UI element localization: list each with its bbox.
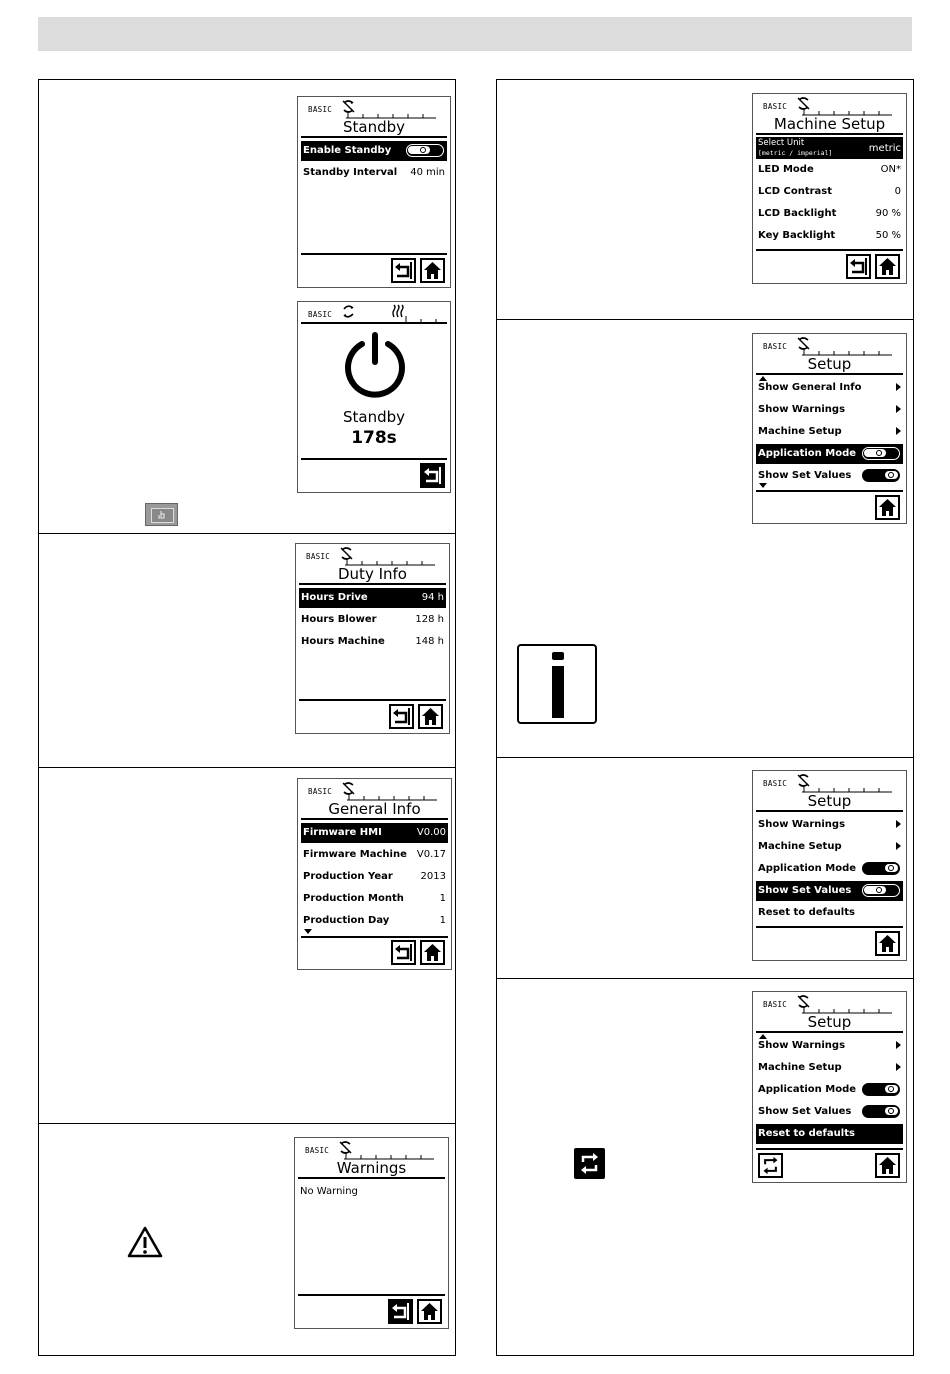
footer-divider — [756, 490, 903, 492]
footer-divider — [756, 926, 903, 928]
title-divider — [756, 810, 903, 812]
mode-label: BASIC — [308, 787, 333, 796]
chevron-right-icon — [896, 1063, 901, 1071]
back-button[interactable] — [388, 1299, 413, 1324]
back-button[interactable] — [391, 940, 416, 965]
footer-divider — [298, 1294, 445, 1296]
reset-button[interactable] — [758, 1153, 783, 1178]
mode-label: BASIC — [308, 105, 333, 114]
toggle-switch[interactable] — [862, 862, 900, 875]
toggle-switch[interactable] — [406, 144, 444, 157]
chevron-right-icon — [896, 1041, 901, 1049]
screen-title: Warnings — [336, 1159, 407, 1177]
reset-icon — [574, 1148, 605, 1179]
mode-label: BASIC — [763, 102, 788, 111]
menu-row-application-mode[interactable]: Application Mode — [756, 444, 903, 464]
menu-row-enable-standby[interactable]: Enable Standby — [301, 141, 447, 161]
row-hours-machine: Hours Machine 148 h — [301, 636, 444, 647]
home-button[interactable] — [875, 254, 900, 279]
home-icon — [878, 498, 897, 517]
title-divider — [299, 583, 446, 585]
fan-icon — [341, 304, 356, 319]
title-divider — [301, 136, 447, 138]
screen-title: Duty Info — [338, 565, 407, 583]
menu-row-select-unit[interactable]: Select Unit [metric / imperial] metric — [758, 138, 901, 157]
menu-row-show-set-values[interactable]: Show Set Values — [756, 1102, 903, 1122]
home-button[interactable] — [875, 931, 900, 956]
mode-label: BASIC — [306, 552, 331, 561]
toggle-switch[interactable] — [862, 884, 900, 897]
footer-divider — [301, 253, 447, 255]
menu-row-lcd-backlight[interactable]: LCD Backlight 90 % — [758, 208, 901, 219]
row-hours-drive: Hours Drive 94 h — [299, 588, 446, 608]
toggle-switch[interactable] — [862, 447, 900, 460]
page-header-bar — [38, 17, 912, 51]
back-arrow-icon — [423, 466, 442, 485]
screen-title: Setup — [807, 792, 852, 810]
warning-icon — [127, 1226, 163, 1258]
screen-setup-application-mode — [752, 333, 907, 524]
home-button[interactable] — [418, 704, 443, 729]
home-button[interactable] — [875, 1153, 900, 1178]
menu-row-machine-setup[interactable]: Machine Setup — [756, 1058, 903, 1078]
menu-row-show-warnings[interactable]: Show Warnings — [756, 815, 903, 835]
scroll-down-indicator — [304, 929, 312, 934]
menu-row-machine-setup[interactable]: Machine Setup — [756, 837, 903, 857]
row-firmware-machine: Firmware Machine V0.17 — [303, 849, 446, 860]
screen-standby-countdown — [297, 301, 451, 493]
back-arrow-icon — [392, 707, 411, 726]
home-button[interactable] — [420, 258, 445, 283]
row-hours-blower: Hours Blower 128 h — [301, 614, 444, 625]
power-icon — [342, 332, 408, 398]
screen-title: Standby — [342, 118, 406, 136]
back-button[interactable] — [389, 704, 414, 729]
back-arrow-icon — [394, 261, 413, 280]
footer-divider — [301, 458, 447, 460]
mode-label: BASIC — [763, 1000, 788, 1009]
home-button[interactable] — [875, 495, 900, 520]
home-button[interactable] — [420, 940, 445, 965]
footer-divider — [299, 699, 446, 701]
menu-row-key-backlight[interactable]: Key Backlight 50 % — [758, 230, 901, 241]
chevron-right-icon — [896, 820, 901, 828]
screen-standby-menu — [297, 96, 451, 288]
mode-label: BASIC — [305, 1146, 330, 1155]
back-arrow-icon — [394, 943, 413, 962]
toggle-switch[interactable] — [862, 469, 900, 482]
mode-label: BASIC — [308, 310, 333, 319]
chevron-right-icon — [896, 405, 901, 413]
menu-row-show-set-values[interactable]: Show Set Values — [756, 881, 903, 901]
menu-row-standby-interval[interactable]: Standby Interval 40 min — [303, 167, 445, 178]
menu-row-machine-setup[interactable]: Machine Setup — [756, 422, 903, 442]
back-button[interactable] — [420, 463, 445, 488]
home-icon — [878, 934, 897, 953]
screen-setup-show-set-values — [752, 770, 907, 961]
screen-duty-info — [295, 543, 450, 734]
back-button[interactable] — [846, 254, 871, 279]
title-divider — [756, 133, 903, 135]
menu-row-show-warnings[interactable]: Show Warnings — [756, 1036, 903, 1056]
screen-setup-reset-defaults — [752, 991, 907, 1183]
menu-row-show-general-info[interactable]: Show General Info — [756, 378, 903, 398]
footer-divider — [756, 249, 903, 251]
home-icon — [878, 1156, 897, 1175]
back-arrow-icon — [849, 257, 868, 276]
screen-general-info — [297, 778, 452, 970]
title-divider — [301, 322, 447, 324]
mode-label: BASIC — [763, 342, 788, 351]
chevron-right-icon — [896, 383, 901, 391]
footer-divider — [756, 1148, 903, 1150]
menu-row-lcd-contrast[interactable]: LCD Contrast 0 — [758, 186, 901, 197]
standby-label: Standby — [342, 408, 406, 426]
menu-row-show-set-values[interactable]: Show Set Values — [756, 466, 903, 486]
home-icon — [423, 261, 442, 280]
toggle-switch[interactable] — [862, 1083, 900, 1096]
menu-row-reset-defaults[interactable]: Reset to defaults — [758, 907, 855, 918]
home-icon — [420, 1302, 439, 1321]
row-production-month: Production Month 1 — [303, 893, 446, 904]
info-icon — [517, 644, 597, 724]
back-arrow-icon — [391, 1302, 410, 1321]
row-production-day: Production Day 1 — [303, 915, 446, 926]
screen-title: Machine Setup — [773, 115, 886, 133]
countdown-seconds: 178s — [351, 428, 397, 448]
row-firmware-hmi: Firmware HMI V0.00 — [301, 823, 448, 843]
title-divider — [301, 818, 448, 820]
screen-machine-setup — [752, 93, 907, 284]
home-icon — [878, 257, 897, 276]
scroll-down-indicator — [759, 483, 767, 488]
screen-warnings — [294, 1137, 449, 1329]
home-button[interactable] — [417, 1299, 442, 1324]
title-divider — [756, 373, 903, 375]
title-divider — [756, 1031, 903, 1033]
back-button[interactable] — [391, 258, 416, 283]
title-divider — [298, 1177, 445, 1179]
menu-row-application-mode[interactable]: Application Mode — [756, 859, 903, 879]
chevron-right-icon — [896, 842, 901, 850]
touch-key-icon — [145, 503, 178, 526]
chevron-right-icon — [896, 427, 901, 435]
menu-row-reset-defaults[interactable]: Reset to defaults — [756, 1124, 903, 1144]
mode-label: BASIC — [763, 779, 788, 788]
home-icon — [423, 943, 442, 962]
screen-title: Setup — [807, 355, 852, 373]
reset-icon — [761, 1156, 780, 1175]
footer-divider — [301, 936, 448, 938]
menu-row-application-mode[interactable]: Application Mode — [756, 1080, 903, 1100]
row-production-year: Production Year 2013 — [303, 871, 446, 882]
home-icon — [421, 707, 440, 726]
menu-row-show-warnings[interactable]: Show Warnings — [756, 400, 903, 420]
screen-title: Setup — [807, 1013, 852, 1031]
row-no-warning: No Warning — [300, 1186, 358, 1197]
menu-row-led-mode[interactable]: LED Mode ON* — [758, 164, 901, 175]
toggle-switch[interactable] — [862, 1105, 900, 1118]
screen-title: General Info — [328, 800, 421, 818]
